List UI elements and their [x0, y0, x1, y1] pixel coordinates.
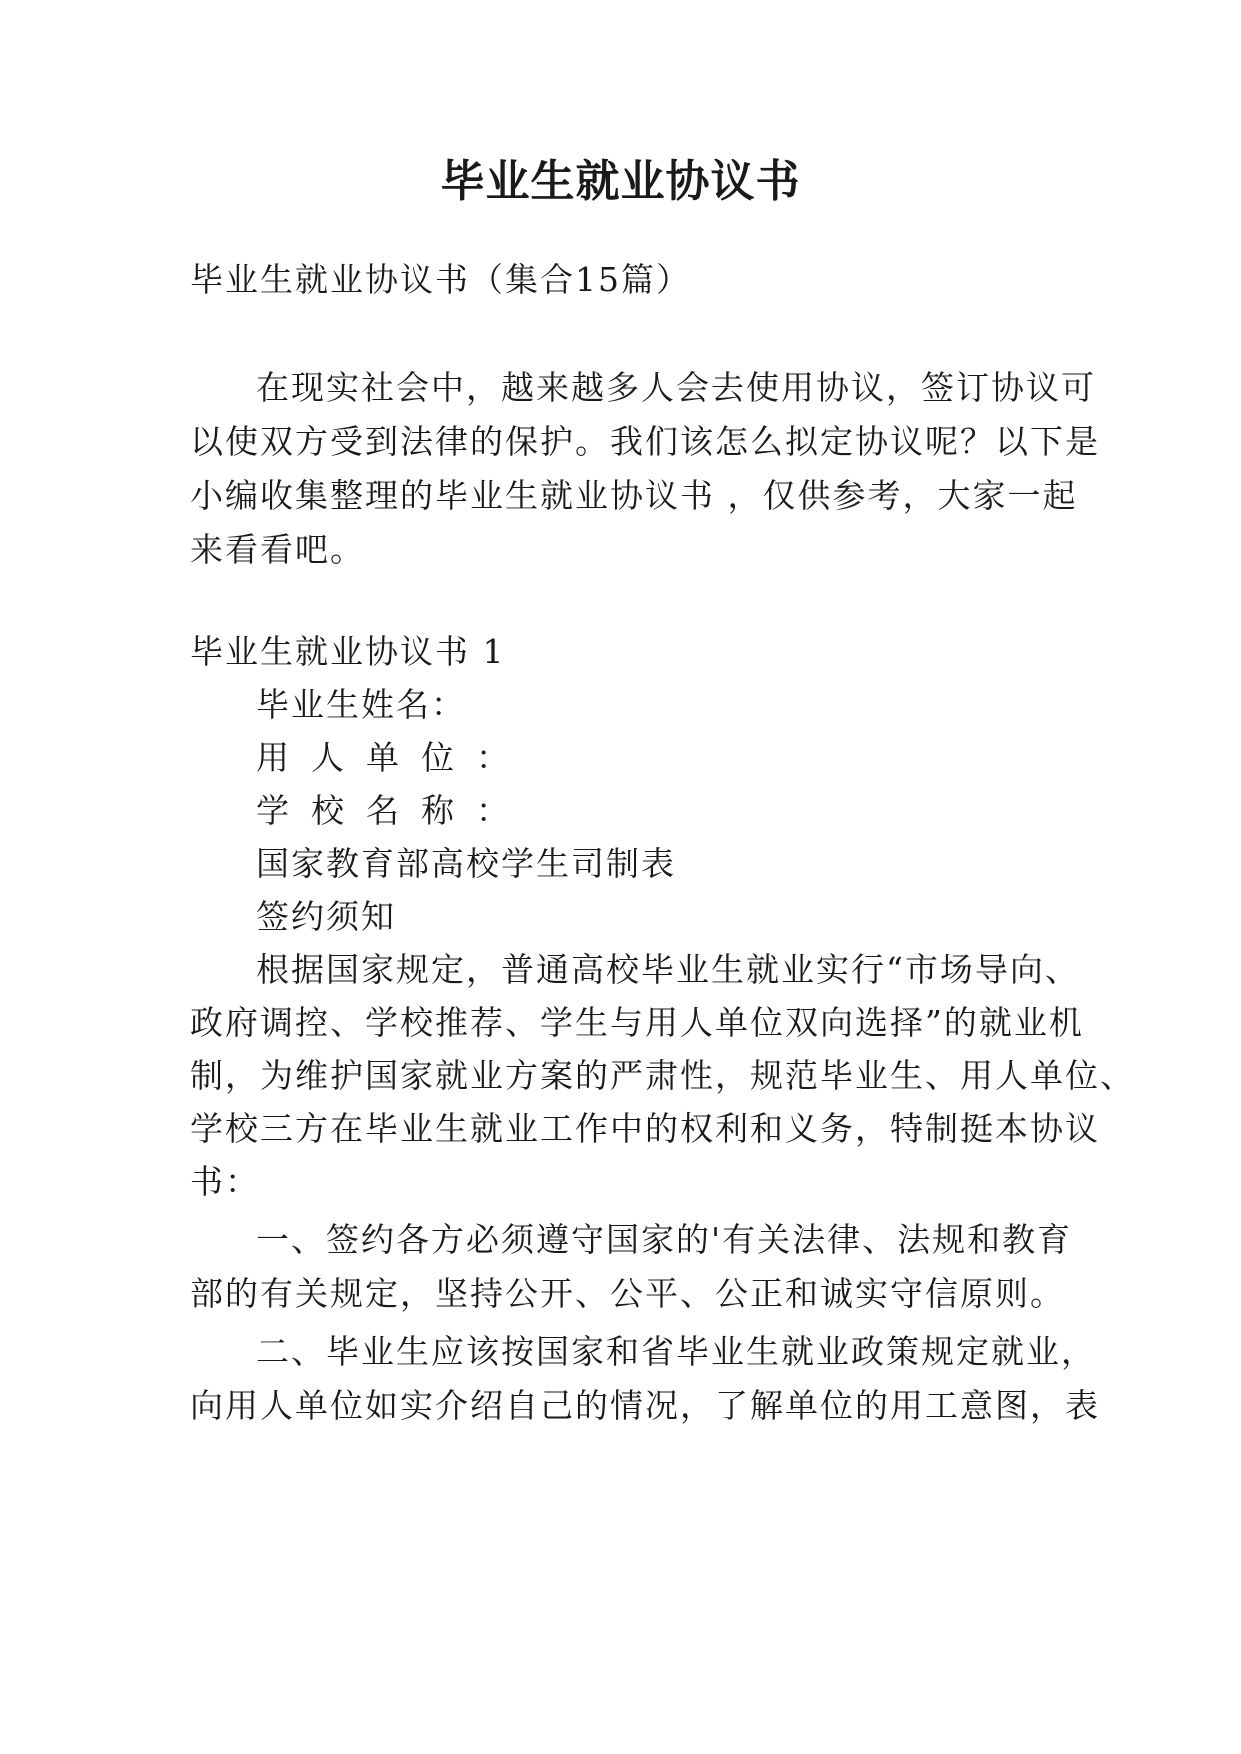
- notice-line: 根据国家规定，普通高校毕业生就业实行“市场导向、: [256, 950, 1080, 989]
- notice-line: 学校三方在毕业生就业工作中的权利和义务，特制挺本协议: [190, 1109, 1100, 1148]
- clause-2-line: 二、毕业生应该按国家和省毕业生就业政策规定就业，: [256, 1332, 1096, 1371]
- document-subtitle: 毕业生就业协议书（集合15篇）: [190, 260, 691, 299]
- field-employer: 用人单位：: [256, 738, 531, 777]
- clause-1-line: 一、签约各方必须遵守国家的'有关法律、法规和教育: [256, 1220, 1073, 1259]
- field-school-name: 学校名称：: [256, 791, 531, 830]
- notice-heading: 签约须知: [256, 897, 396, 936]
- notice-line: 制，为维护国家就业方案的严肃性，规范毕业生、用人单位、: [190, 1056, 1135, 1095]
- notice-line: 政府调控、学校推荐、学生与用人单位双向选择”的就业机: [190, 1003, 1084, 1042]
- document-title: 毕业生就业协议书: [440, 156, 801, 207]
- intro-line: 小编收集整理的毕业生就业协议书 ，仅供参考，大家一起: [190, 476, 1078, 515]
- intro-line: 以使双方受到法律的保护。我们该怎么拟定协议呢？以下是: [190, 422, 1100, 461]
- intro-line: 在现实社会中，越来越多人会去使用协议，签订协议可: [256, 368, 1096, 407]
- clause-2-line: 向用人单位如实介绍自己的情况，了解单位的用工意图，表: [190, 1386, 1100, 1425]
- section-heading: 毕业生就业协议书 1: [190, 632, 506, 671]
- issuer-line: 国家教育部高校学生司制表: [256, 844, 676, 883]
- notice-line: 书：: [190, 1162, 260, 1201]
- field-graduate-name: 毕业生姓名：: [256, 685, 466, 724]
- intro-line: 来看看吧。: [190, 530, 365, 569]
- clause-1-line: 部的有关规定，坚持公开、公平、公正和诚实守信原则。: [190, 1274, 1065, 1313]
